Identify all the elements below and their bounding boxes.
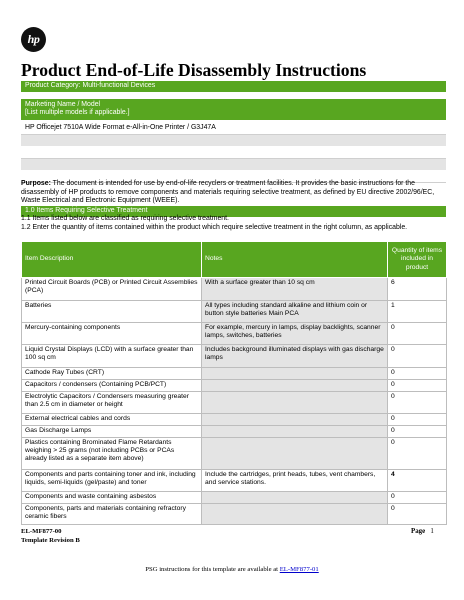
table-row	[22, 470, 447, 492]
product-category-bar	[21, 81, 446, 93]
marketing-name-label: Marketing Name / Model	[25, 100, 101, 108]
row-notes	[202, 492, 388, 504]
table-row	[22, 345, 447, 368]
row-notes: For example, mercury in lamps, display backlights, scanner lamps, switches, batteries	[202, 323, 388, 345]
row-quantity: 0	[388, 380, 447, 392]
section-instructions	[21, 215, 446, 232]
row-description: Plastics containing Brominated Flame Retardants weighing > 25 grams (not including PCBs or PCAs already listed as a separate item above)	[22, 438, 202, 470]
footer-page-number	[411, 527, 434, 536]
row-notes	[202, 380, 388, 392]
table-row	[22, 392, 447, 414]
table-row	[22, 438, 447, 470]
row-quantity: 0	[388, 504, 447, 525]
row-description: Components and parts containing toner and ink, including liquids, semi-liquids (gel/paste) and toner	[22, 470, 202, 492]
table-row	[22, 323, 447, 345]
instruction-line-2: 1.2 Enter the quantity of items contained within the product which require selective treatment in the right column, as applicable.	[21, 223, 408, 231]
header-quantity: Quantity of items included in product	[388, 242, 447, 278]
header-notes: Notes	[202, 242, 388, 278]
marketing-name-bar	[21, 99, 446, 121]
footer-psg-link[interactable]: EL-MF877-01	[279, 566, 319, 573]
table-row	[22, 278, 447, 301]
row-notes	[202, 392, 388, 414]
row-quantity: 0	[388, 492, 447, 504]
table-row	[22, 504, 447, 525]
row-notes: Include the cartridges, print heads, tubes, vent chambers, and service stations.	[202, 470, 388, 492]
row-quantity: 6	[388, 278, 447, 301]
row-quantity: 0	[388, 414, 447, 426]
model-value: HP Officejet 7510A Wide Format e-All-in-One Printer / G3J47A	[25, 123, 216, 131]
footer-page-value: 1	[430, 528, 434, 535]
purpose-paragraph	[21, 180, 448, 206]
row-quantity: 0	[388, 345, 447, 368]
footer-psg-note	[0, 565, 464, 574]
row-quantity: 0	[388, 323, 447, 345]
instruction-line-1: 1.1 Items listed below are classified as requiring selective treatment.	[21, 215, 229, 222]
row-description: Components and waste containing asbestos	[22, 492, 202, 504]
row-notes: With a surface greater than 10 sq cm	[202, 278, 388, 301]
row-notes: All types including standard alkaline and lithium coin or button style batteries Main PCA	[202, 301, 388, 323]
row-description: Capacitors / condensers (Containing PCB/PCT)	[22, 380, 202, 392]
row-description: Batteries	[22, 301, 202, 323]
purpose-text: The document is intended for use by end-of-life recyclers or treatment facilities. It provides the basic instructions for the disassembly of HP products to remove components and materials requiring selective treatment, as defined by EU directive 2002/96/EC, Waste Electrical and Electronic Equipment (WEEE).	[21, 180, 435, 205]
hp-logo-icon: hp	[21, 27, 46, 52]
model-value-row	[21, 121, 446, 135]
table-row	[22, 380, 447, 392]
row-quantity: 0	[388, 392, 447, 414]
selective-treatment-table	[21, 241, 447, 525]
row-quantity: 0	[388, 438, 447, 470]
row-description: Printed Circuit Boards (PCB) or Printed Circuit Assemblies (PCA)	[22, 278, 202, 301]
row-notes	[202, 368, 388, 380]
row-notes: Includes background illuminated displays with gas discharge lamps	[202, 345, 388, 368]
blank-row-2	[21, 147, 446, 159]
header-item-description: Item Description	[22, 242, 202, 278]
table-row	[22, 414, 447, 426]
row-notes	[202, 438, 388, 470]
row-description: Gas Discharge Lamps	[22, 426, 202, 438]
purpose-label: Purpose:	[21, 180, 51, 187]
product-info-box	[21, 81, 446, 183]
row-notes	[202, 504, 388, 525]
table-row	[22, 426, 447, 438]
blank-row-3	[21, 159, 446, 171]
row-notes	[202, 426, 388, 438]
table-row	[22, 301, 447, 323]
row-description: External electrical cables and cords	[22, 414, 202, 426]
row-description: Electrolytic Capacitors / Condensers measuring greater than 2.5 cm in diameter or height	[22, 392, 202, 414]
footer-page-label: Page	[411, 528, 426, 535]
product-category-label: Product Category: Multi-functional Devices	[25, 82, 156, 89]
footer-template-revision: Template Revision B	[21, 537, 80, 544]
row-description: Mercury-containing components	[22, 323, 202, 345]
row-notes	[202, 414, 388, 426]
row-quantity: 4	[388, 470, 447, 492]
row-quantity: 0	[388, 368, 447, 380]
footer-doc-id: EL-MF877-00	[21, 528, 62, 535]
table-row	[22, 492, 447, 504]
row-quantity: 0	[388, 426, 447, 438]
table-row	[22, 368, 447, 380]
row-description: Components, parts and materials containing refractory ceramic fibers	[22, 504, 202, 525]
section-heading: 1.0 Items Requiring Selective Treatment	[25, 207, 148, 214]
row-description: Liquid Crystal Displays (LCD) with a surface greater than 100 sq cm	[22, 345, 202, 368]
blank-row-1	[21, 135, 446, 147]
row-quantity: 1	[388, 301, 447, 323]
row-description: Cathode Ray Tubes (CRT)	[22, 368, 202, 380]
table-header-row	[22, 242, 447, 278]
footer-doc-info	[21, 527, 80, 545]
marketing-name-hint: [List multiple models if applicable.]	[25, 109, 130, 116]
page-title: Product End-of-Life Disassembly Instructions	[21, 60, 367, 80]
footer-psg-text: PSG instructions for this template are available at	[145, 566, 280, 573]
